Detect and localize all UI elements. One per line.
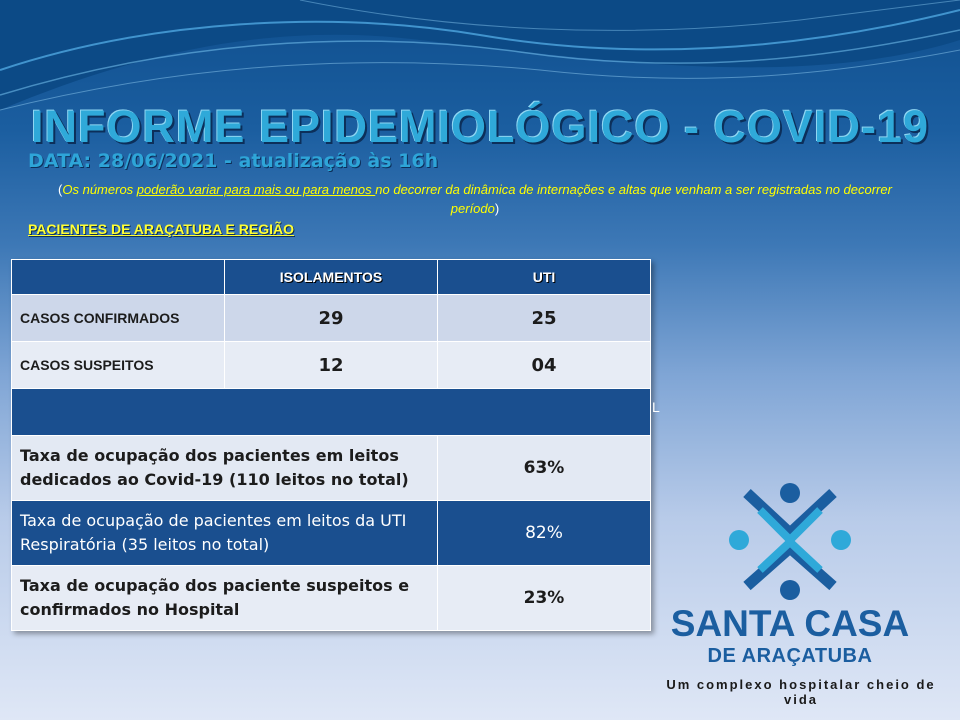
rate-row-covid-beds xyxy=(12,436,651,501)
header-isolamentos: ISOLAMENTOS xyxy=(225,260,438,295)
table-row-suspeitos xyxy=(12,342,651,389)
brand-tagline: Um complexo hospitalar cheio de vida xyxy=(666,677,936,707)
rate-value: 63% xyxy=(438,436,651,501)
disclaimer-note xyxy=(40,180,910,218)
covid-data-table xyxy=(11,259,651,631)
row-label: CASOS CONFIRMADOS xyxy=(12,295,225,342)
confirmados-uti: 25 xyxy=(438,295,651,342)
rate-value: 23% xyxy=(438,566,651,631)
rate-row-uti-respiratoria xyxy=(12,501,651,566)
header-uti: UTI xyxy=(438,260,651,295)
note-pre: Os números xyxy=(62,182,137,197)
note-rest: no decorrer da dinâmica de internações e altas que venham a ser registradas no decorrer período xyxy=(375,182,892,216)
table-spacer-row xyxy=(12,389,651,436)
row-label: CASOS SUSPEITOS xyxy=(12,342,225,389)
table-row-confirmados xyxy=(12,295,651,342)
region-label: PACIENTES DE ARAÇATUBA E REGIÃO xyxy=(28,221,295,237)
rate-row-hospital xyxy=(12,566,651,631)
update-date: DATA: 28/06/2021 - atualização às 16h xyxy=(28,150,439,172)
santa-casa-logo-icon xyxy=(725,478,855,608)
header-cell-blank xyxy=(12,260,225,295)
page-title: INFORME EPIDEMIOLÓGICO - COVID-19 xyxy=(30,101,930,152)
table-header-row xyxy=(12,260,651,295)
note-open-paren: ( xyxy=(58,182,63,197)
brand-name: SANTA CASA xyxy=(670,603,910,644)
rate-label: Taxa de ocupação dos paciente suspeitos e confirmados no Hospital xyxy=(12,566,438,631)
suspeitos-isolamentos: 12 xyxy=(225,342,438,389)
brand-city: DE ARAÇATUBA xyxy=(707,645,873,667)
spacer-cell xyxy=(12,389,651,436)
stray-character: L xyxy=(652,399,660,415)
rate-value: 82% xyxy=(438,501,651,566)
note-underlined: poderão variar para mais ou para menos xyxy=(136,182,376,197)
suspeitos-uti: 04 xyxy=(438,342,651,389)
rate-label: Taxa de ocupação dos pacientes em leitos dedicados ao Covid-19 (110 leitos no total) xyxy=(12,436,438,501)
rate-label: Taxa de ocupação de pacientes em leitos da UTI Respiratória (35 leitos no total) xyxy=(12,501,438,566)
confirmados-isolamentos: 29 xyxy=(225,295,438,342)
note-close-paren: ) xyxy=(494,201,500,216)
